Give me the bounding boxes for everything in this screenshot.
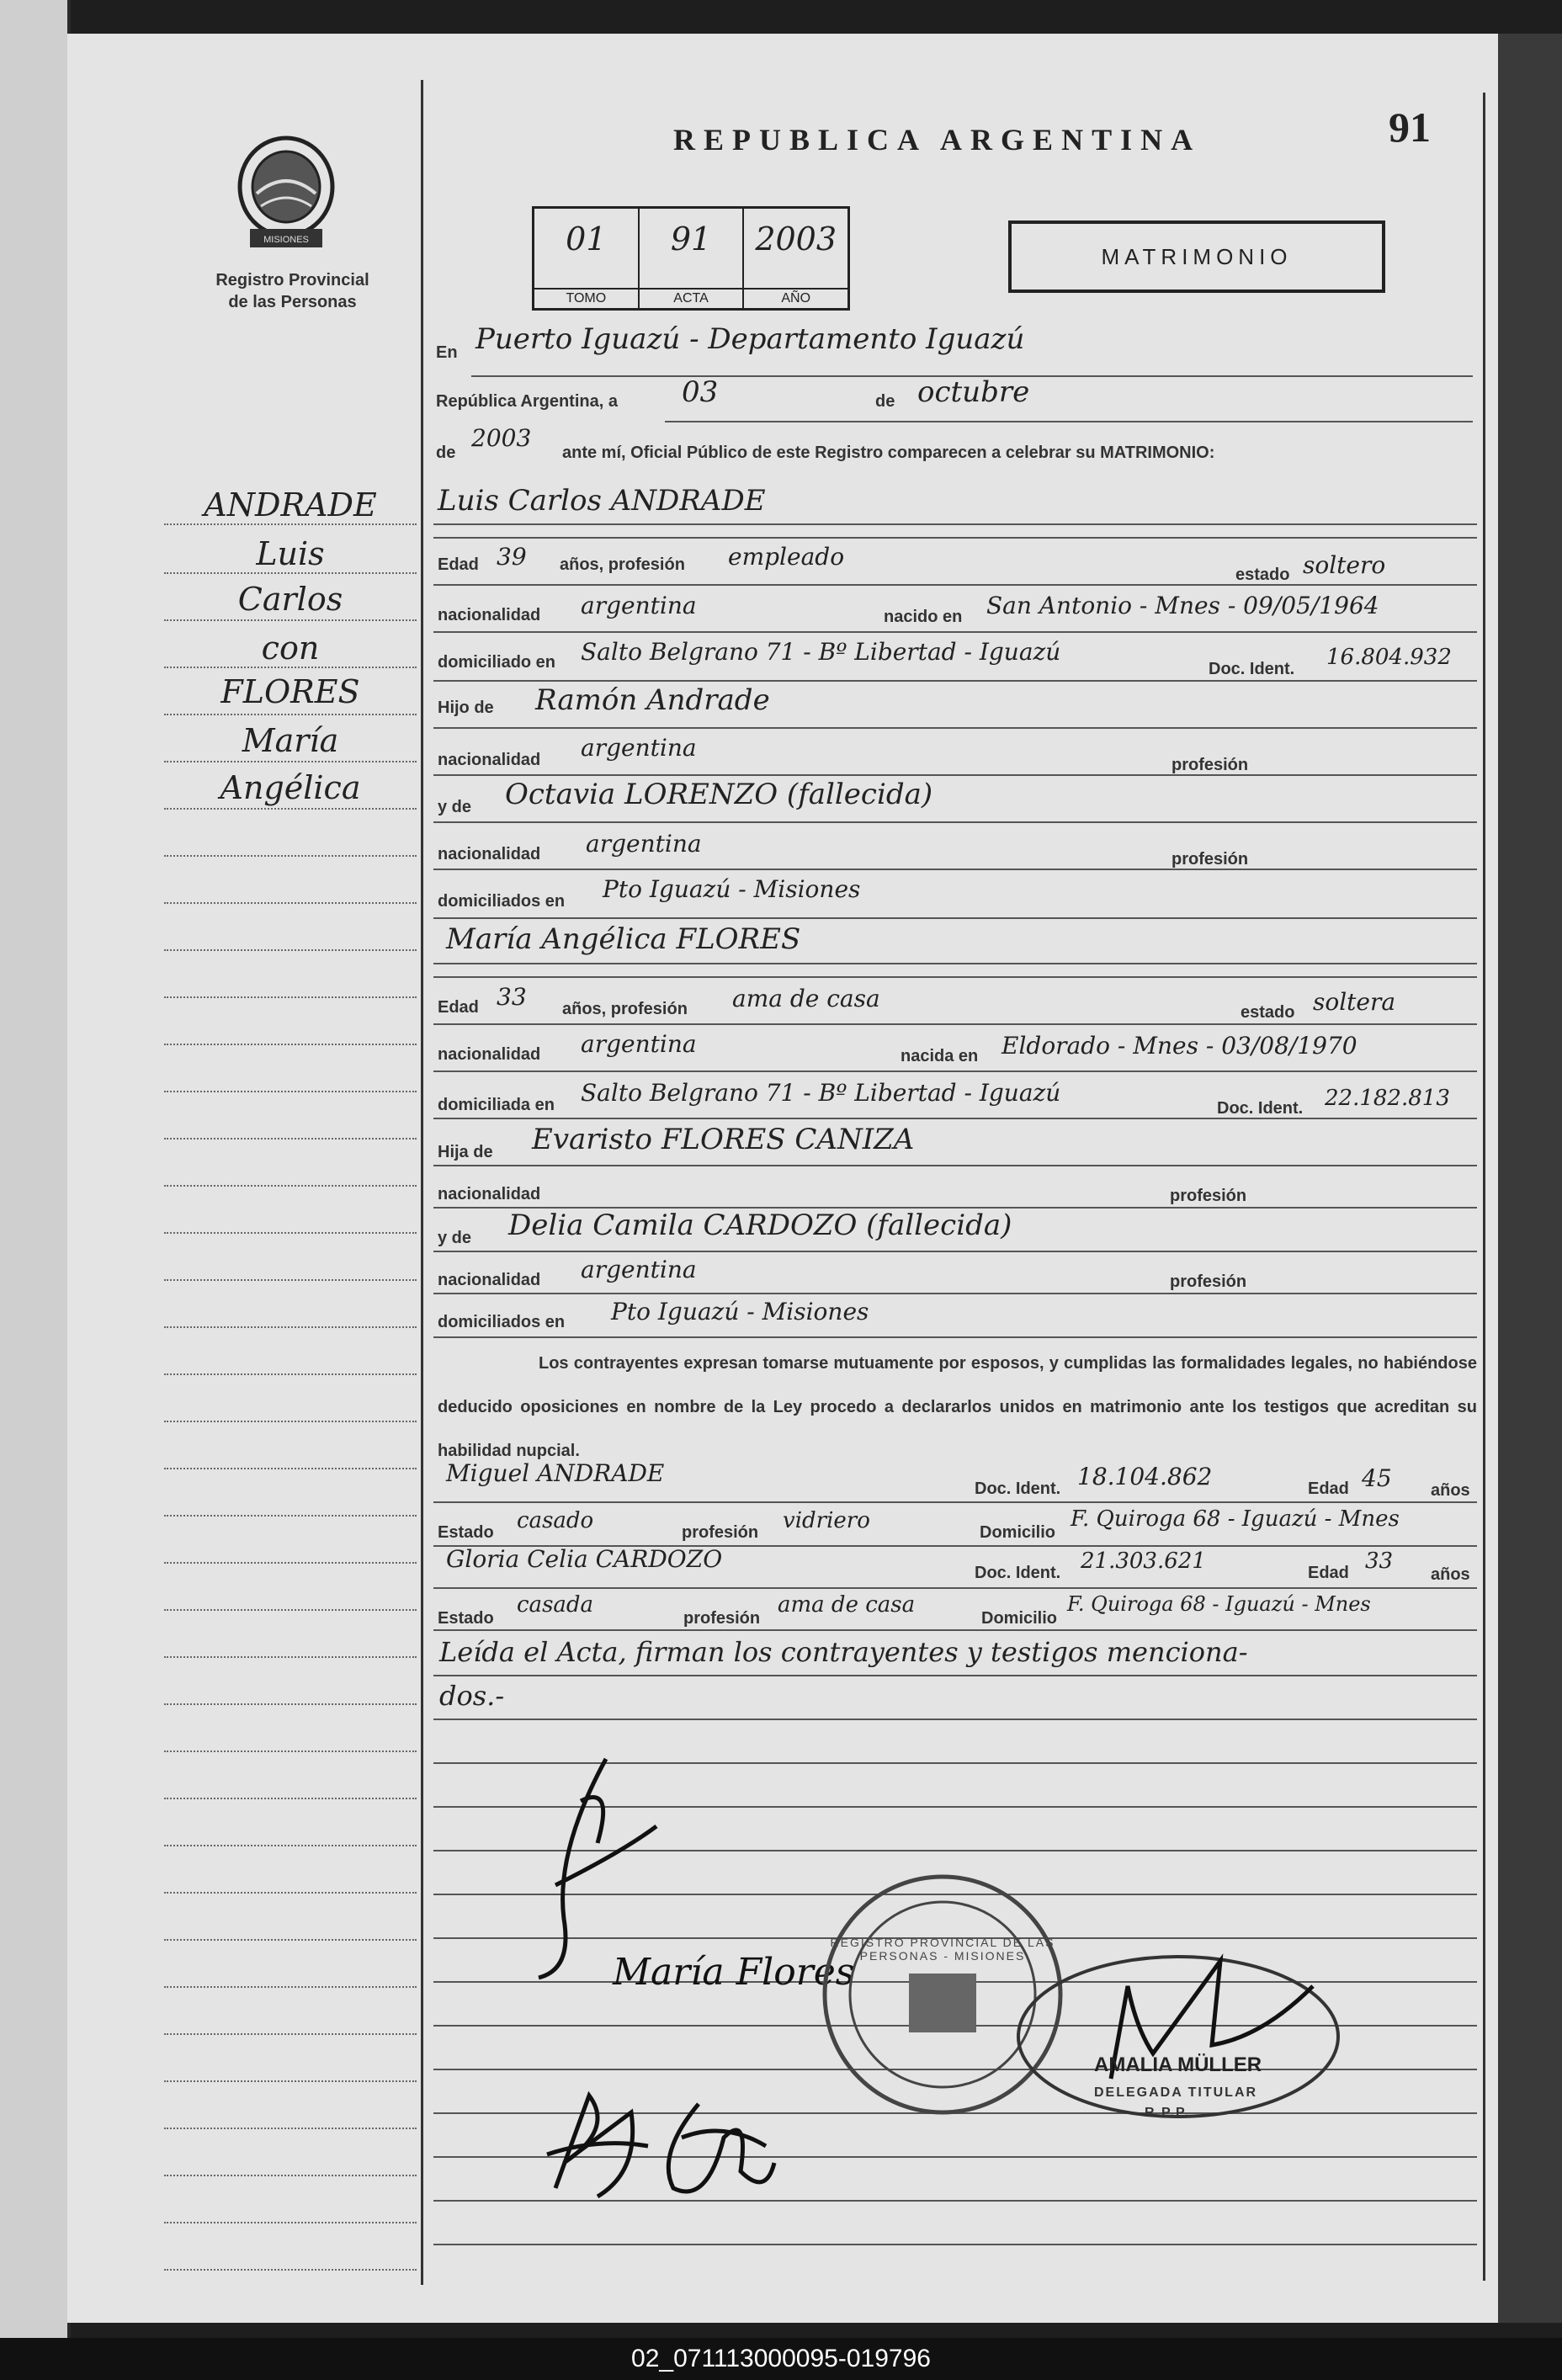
rule xyxy=(433,1629,1477,1631)
witness2-anios-label: años xyxy=(1431,1565,1470,1584)
bride-mother-profesion-label: profesión xyxy=(1170,1272,1247,1291)
groom-doc-label: Doc. Ident. xyxy=(1209,660,1295,678)
witness2-address: F. Quiroga 68 - Iguazú - Mnes xyxy=(1067,1592,1371,1616)
anio-cell xyxy=(744,209,847,308)
closing-line1: Leída el Acta, firman los contrayentes y testigos menciona- xyxy=(439,1636,1248,1668)
bride-estado-label: estado xyxy=(1241,1003,1295,1022)
bride-father: Evaristo FLORES CANIZA xyxy=(532,1123,915,1156)
margin-rule-line xyxy=(164,1232,417,1234)
tomo-cell xyxy=(534,209,640,308)
witness1-profession: vidriero xyxy=(783,1508,870,1533)
margin-rule-line xyxy=(164,1279,417,1281)
groom-name: Luis Carlos ANDRADE xyxy=(438,484,766,518)
rule xyxy=(433,1118,1477,1119)
margin-note-line: ANDRADE xyxy=(204,486,377,523)
rule xyxy=(433,523,1477,525)
bride-profession: ama de casa xyxy=(732,985,880,1012)
groom-father-nationality: argentina xyxy=(581,734,697,762)
tomo-label: TOMO xyxy=(534,288,638,308)
margin-rule-line xyxy=(164,2128,417,2129)
groom-nationality: argentina xyxy=(581,592,697,619)
bride-yde-label: y de xyxy=(438,1229,472,1247)
groom-doc: 16.804.932 xyxy=(1326,645,1452,670)
official-stamp-org: R.P.P. xyxy=(1145,2106,1191,2120)
rule xyxy=(433,537,1477,539)
margin-note-line: Angélica xyxy=(220,769,361,806)
margin-rule-line xyxy=(164,572,417,574)
margin-rule-line xyxy=(164,2033,417,2035)
rule xyxy=(433,631,1477,633)
margin-rule-line xyxy=(164,1044,417,1045)
official-stamp-name: AMALIA MÜLLER xyxy=(1094,2053,1262,2076)
republica-label: República Argentina, a xyxy=(436,392,618,411)
witness1-profesion-label: profesión xyxy=(682,1523,759,1542)
country-heading: REPUBLICA ARGENTINA xyxy=(673,123,1202,157)
margin-rule-line xyxy=(164,2080,417,2082)
rule xyxy=(433,774,1477,776)
groom-father-profesion-label: profesión xyxy=(1172,756,1249,774)
seal-text: REGISTRO PROVINCIAL DE LAS PERSONAS - MISIONES xyxy=(830,1936,1055,1963)
rule xyxy=(433,1070,1477,1072)
bride-father-nacionalidad-label: nacionalidad xyxy=(438,1185,541,1203)
groom-mother-profesion-label: profesión xyxy=(1172,850,1249,869)
rule xyxy=(433,976,1477,978)
bride-mother-nationality: argentina xyxy=(581,1256,697,1283)
tomo-value: 01 xyxy=(566,220,607,258)
margin-rule-line xyxy=(164,523,417,525)
groom-mother-nacionalidad-label: nacionalidad xyxy=(438,845,541,863)
statement-text: ante mí, Oficial Público de este Registro comparecen a celebrar su MATRIMONIO: xyxy=(562,444,1215,462)
place-value: Puerto Iguazú - Departamento Iguazú xyxy=(476,322,1025,356)
margin-rule xyxy=(421,80,423,2285)
record-type-box: MATRIMONIO xyxy=(1008,220,1385,293)
right-rule xyxy=(1483,93,1485,2281)
margin-rule-line xyxy=(164,1656,417,1658)
margin-rule-line xyxy=(164,1892,417,1894)
book-edge xyxy=(0,0,71,2340)
rule xyxy=(433,917,1477,919)
margin-note-line: FLORES xyxy=(220,673,360,710)
margin-rule-line xyxy=(164,1091,417,1092)
rule xyxy=(433,821,1477,823)
groom-domiciliados-label: domiciliados en xyxy=(438,892,566,911)
file-id: 02_071113000095-019796 xyxy=(631,2345,931,2372)
margin-rule-line xyxy=(164,1138,417,1140)
month-value: octubre xyxy=(917,375,1030,409)
bride-father-profesion-label: profesión xyxy=(1170,1187,1247,1205)
bride-mother-nacionalidad-label: nacionalidad xyxy=(438,1271,541,1289)
groom-nacido-label: nacido en xyxy=(884,608,963,626)
rule xyxy=(433,1293,1477,1294)
bride-doc-label: Doc. Ident. xyxy=(1217,1099,1304,1118)
margin-rule-line xyxy=(164,2175,417,2176)
groom-profession: empleado xyxy=(728,543,845,571)
witness1-domicilio-label: Domicilio xyxy=(980,1523,1056,1542)
provincial-emblem-icon xyxy=(231,135,341,252)
rule xyxy=(433,680,1477,682)
witness2-doc-label: Doc. Ident. xyxy=(975,1564,1061,1582)
en-label: En xyxy=(436,343,458,362)
margin-rule-line xyxy=(164,1373,417,1375)
acta-cell xyxy=(640,209,745,308)
day-value: 03 xyxy=(682,375,719,409)
bride-signature: María Flores xyxy=(613,1951,855,1994)
bride-nacida-label: nacida en xyxy=(901,1047,979,1065)
margin-rule-line xyxy=(164,1703,417,1705)
groom-mother-nationality: argentina xyxy=(586,830,702,858)
margin-rule-line xyxy=(164,1515,417,1517)
rule xyxy=(433,1165,1477,1166)
groom-mother: Octavia LORENZO (fallecida) xyxy=(505,778,933,811)
bride-mother: Delia Camila CARDOZO (fallecida) xyxy=(508,1209,1012,1242)
margin-note-line: María xyxy=(242,722,339,759)
rule xyxy=(433,1336,1477,1338)
bride-domiciliada-label: domiciliada en xyxy=(438,1096,555,1114)
margin-rule-line xyxy=(164,1185,417,1187)
bride-nacionalidad-label: nacionalidad xyxy=(438,1045,541,1064)
acta-label: ACTA xyxy=(640,288,743,308)
margin-rule-line xyxy=(164,2222,417,2223)
margin-rule-line xyxy=(164,1986,417,1988)
bride-domiciliados-label: domiciliados en xyxy=(438,1313,566,1331)
witness1-doc-label: Doc. Ident. xyxy=(975,1480,1061,1498)
bride-edad-label: Edad xyxy=(438,998,479,1017)
rule xyxy=(665,421,1473,422)
anio-value: 2003 xyxy=(755,220,837,258)
margin-rule-line xyxy=(164,1609,417,1611)
margin-rule-line xyxy=(164,714,417,715)
page-number: 91 xyxy=(1389,104,1431,151)
declaration-text: Los contrayentes expresan tomarse mutuamente por esposos, y cumplidas las formalidades legales, no habiéndose deducido oposiciones en nombre de la Ley procedo a declararlos unidos en matrimonio ante los testigos que acreditan su habilidad nupcial. xyxy=(438,1354,1477,1460)
witness2-age: 33 xyxy=(1365,1549,1394,1574)
rule xyxy=(433,1719,1477,1720)
year-label: de xyxy=(436,444,456,462)
official-stamp-role: DELEGADA TITULAR xyxy=(1094,2085,1258,2100)
groom-birth: San Antonio - Mnes - 09/05/1964 xyxy=(986,592,1379,619)
witness2-profesion-label: profesión xyxy=(683,1609,761,1628)
margin-rule-line xyxy=(164,1421,417,1422)
witness2-edad-label: Edad xyxy=(1308,1564,1349,1582)
margin-rule-line xyxy=(164,949,417,951)
rule xyxy=(433,1501,1477,1503)
margin-rule-line xyxy=(164,1845,417,1846)
rule xyxy=(433,1587,1477,1589)
rule xyxy=(433,869,1477,870)
margin-rule-line xyxy=(164,855,417,857)
witness1-estado: casado xyxy=(517,1508,594,1533)
rule xyxy=(433,963,1477,964)
margin-rule-line xyxy=(164,1939,417,1941)
margin-rule-line xyxy=(164,667,417,668)
witness1-estado-label: Estado xyxy=(438,1523,494,1542)
emblem-text: MISIONES xyxy=(263,235,309,245)
page-shadow xyxy=(1498,34,1562,2323)
margin-rule-line xyxy=(164,1326,417,1328)
groom-edad-label: Edad xyxy=(438,555,479,574)
witness2-profession: ama de casa xyxy=(778,1592,916,1618)
bride-doc: 22.182.813 xyxy=(1325,1086,1450,1111)
margin-rule-line xyxy=(164,1562,417,1564)
margin-rule-line xyxy=(164,761,417,762)
registry-name-line2: de las Personas xyxy=(228,293,357,311)
bride-address: Salto Belgrano 71 - Bº Libertad - Iguazú xyxy=(581,1079,1061,1107)
groom-estado: soltero xyxy=(1303,551,1386,579)
witness1-doc: 18.104.862 xyxy=(1077,1463,1213,1490)
witness1-address: F. Quiroga 68 - Iguazú - Mnes xyxy=(1071,1506,1400,1532)
witness1-anios-label: años xyxy=(1431,1481,1470,1500)
acta-reference-box xyxy=(532,206,850,311)
witness1-edad-label: Edad xyxy=(1308,1480,1349,1498)
margin-rule-line xyxy=(164,808,417,810)
rule xyxy=(433,2244,1477,2245)
bride-name: María Angélica FLORES xyxy=(446,922,801,956)
witness2-estado-label: Estado xyxy=(438,1609,494,1628)
de-label: de xyxy=(875,392,895,411)
rule xyxy=(433,584,1477,586)
bride-birth: Eldorado - Mnes - 03/08/1970 xyxy=(1001,1032,1357,1060)
rule xyxy=(433,1251,1477,1252)
bride-nationality: argentina xyxy=(581,1030,697,1058)
groom-estado-label: estado xyxy=(1235,566,1290,584)
margin-rule-line xyxy=(164,2269,417,2271)
rule xyxy=(433,1023,1477,1025)
year-value: 2003 xyxy=(471,424,532,452)
groom-age: 39 xyxy=(497,543,527,571)
groom-yde-label: y de xyxy=(438,798,472,816)
anio-label: AÑO xyxy=(744,288,847,308)
rule xyxy=(433,727,1477,729)
registry-name-line1: Registro Provincial xyxy=(215,271,369,290)
margin-note-line: Carlos xyxy=(237,581,343,618)
groom-father: Ramón Andrade xyxy=(535,683,770,717)
witness1-age: 45 xyxy=(1362,1464,1392,1492)
bride-hija-label: Hija de xyxy=(438,1143,493,1161)
witness1-name: Miguel ANDRADE xyxy=(446,1459,665,1487)
margin-rule-line xyxy=(164,1468,417,1469)
witness1-signature xyxy=(539,2079,656,2205)
groom-address: Salto Belgrano 71 - Bº Libertad - Iguazú xyxy=(581,638,1061,666)
bride-parents-address: Pto Iguazú - Misiones xyxy=(611,1298,869,1325)
margin-rule-line xyxy=(164,902,417,904)
witness2-estado: casada xyxy=(517,1592,594,1618)
witness2-domicilio-label: Domicilio xyxy=(981,1609,1058,1628)
groom-father-nacionalidad-label: nacionalidad xyxy=(438,751,541,769)
margin-rule-line xyxy=(164,996,417,998)
groom-domiciliado-label: domiciliado en xyxy=(438,653,556,672)
margin-note-line: Luis xyxy=(256,535,325,572)
groom-nacionalidad-label: nacionalidad xyxy=(438,606,541,624)
margin-rule-line xyxy=(164,1798,417,1799)
groom-parents-address: Pto Iguazú - Misiones xyxy=(603,875,861,903)
witness2-signature xyxy=(648,2087,783,2205)
margin-note-line: con xyxy=(261,630,320,667)
acta-value: 91 xyxy=(670,220,712,258)
witness2-doc: 21.303.621 xyxy=(1081,1549,1206,1574)
bride-anios-profesion-label: años, profesión xyxy=(562,1000,688,1018)
bride-age: 33 xyxy=(497,983,527,1011)
bride-estado: soltera xyxy=(1313,988,1396,1016)
closing-line2: dos.- xyxy=(439,1680,505,1712)
witness2-name: Gloria Celia CARDOZO xyxy=(446,1545,723,1573)
rule xyxy=(433,1675,1477,1676)
groom-hijo-label: Hijo de xyxy=(438,699,494,717)
margin-rule-line xyxy=(164,619,417,621)
margin-rule-line xyxy=(164,1750,417,1752)
groom-anios-profesion-label: años, profesión xyxy=(560,555,685,574)
